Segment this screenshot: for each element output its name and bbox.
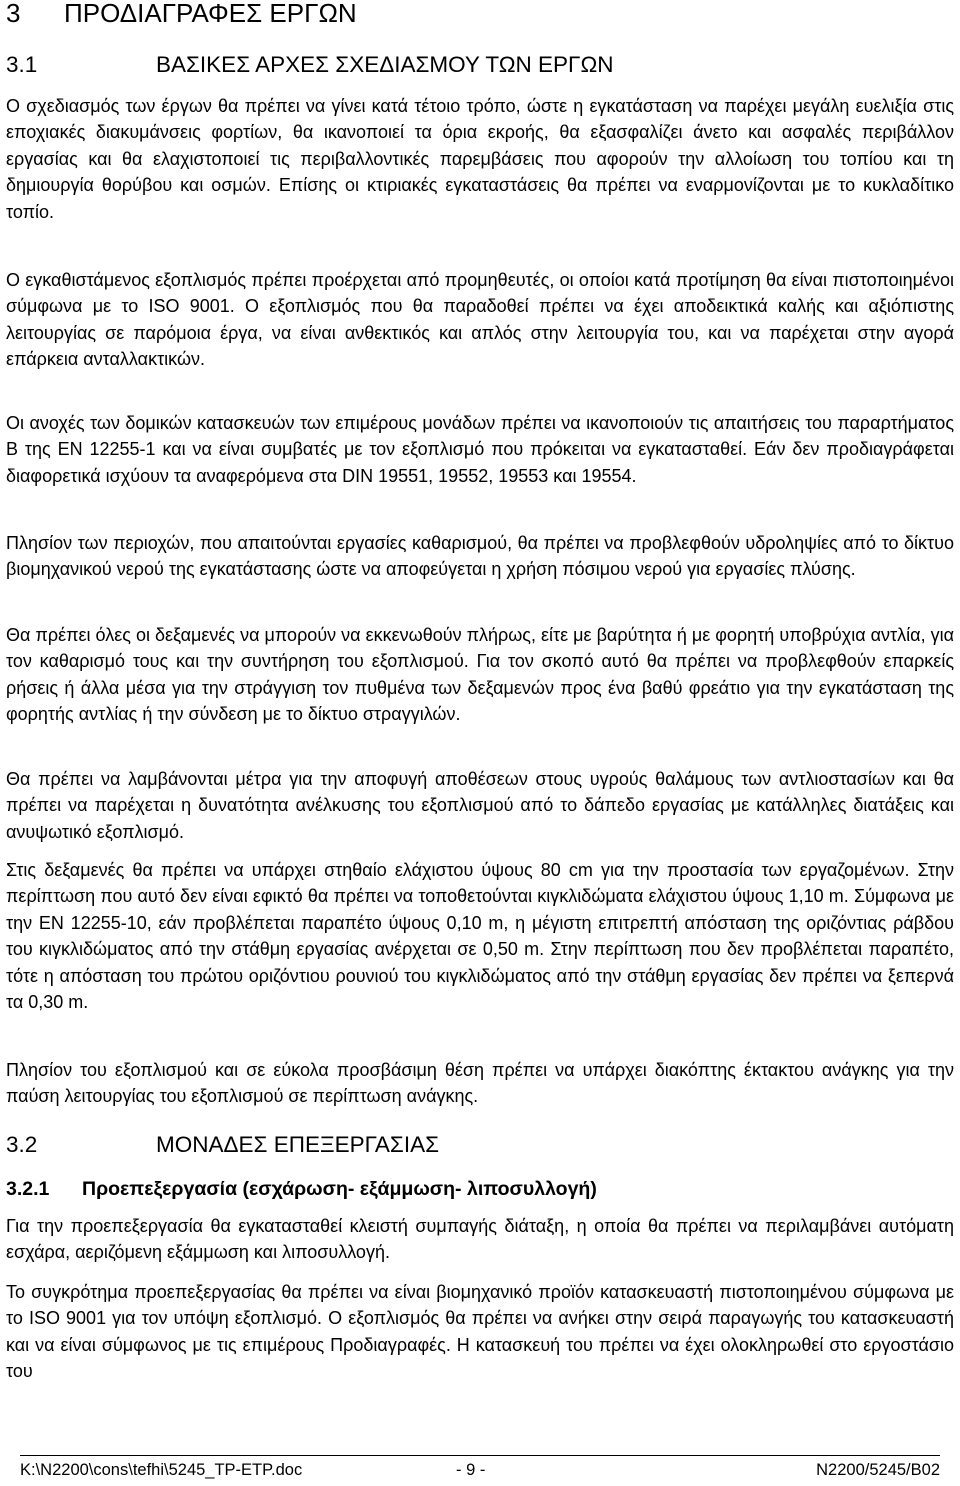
paragraph: Οι ανοχές των δομικών κατασκευών των επιμέρους μονάδων πρέπει να ικανοποιούν τις απαιτήσεις του παραρτήματος Β της ΕΝ 12255-1 και να είναι συμβατές με τον εξοπλισμό που πρόκειται να εγκατασταθεί. Εάν δεν προδιαγράφεται διαφορετικά ισχύουν τα αναφερόμενα στα DIN 19551, 19552, 19553 και 19554. (6, 413, 954, 486)
paragraph: Για την προεπεξεργασία θα εγκατασταθεί κλειστή συμπαγής διάταξη, η οποία θα πρέπει να περιλαμβάνει αυτόματη εσχάρα, αεριζόμενη εξάμμωση και λιποσυλλογή. (6, 1216, 954, 1263)
paragraph: Θα πρέπει να λαμβάνονται μέτρα για την αποφυγή αποθέσεων στους υγρούς θαλάμους των αντλιοστασίων και θα πρέπει να παρέχεται η δυνατότητα ανέλκυσης του εξοπλισμού από το δάπεδο εργασίας με κατάλληλες διατάξεις και ανυψωτικό εξοπλισμό. (6, 769, 954, 842)
section-number: 3.1 (6, 52, 38, 77)
paragraph: Το συγκρότημα προεπεξεργασίας θα πρέπει να είναι βιομηχανικό προϊόν κατασκευαστή πιστοποιημένου σύμφωνα με το ISO 9001 για τον υπόψη εξοπλισμό. Ο εξοπλισμός θα πρέπει να ανήκει στην σειρά παραγωγής του κατασκευαστή και να είναι σύμφωνος με τις επιμέρους Προδιαγραφές. Η κατασκευή του πρέπει να έχει ολοκληρωθεί στο εργοστάσιο του (6, 1282, 954, 1382)
section-title: ΜΟΝΑΔΕΣ ΕΠΕΞΕΡΓΑΣΙΑΣ (156, 1132, 440, 1157)
footer-document-code: N2200/5245/B02 (816, 1461, 940, 1479)
paragraph: Θα πρέπει όλες οι δεξαμενές να μπορούν να εκκενωθούν πλήρως, είτε με βαρύτητα ή με φορητή υποβρύχια αντλία, για τον καθαρισμό τους και την συντήρηση του εξοπλισμού. Για τον σκοπό αυτό θα πρέπει να προβλεφθούν επαρκείς ρήσεις ή άλλα μέσα για την στράγγιση τον πυθμένα των δεξαμενών προς ένα βαθύ φρεάτιο για την εγκατάσταση της φορητής αντλίας ή την σύνδεση με το δίκτυο στραγγιλών. (6, 625, 954, 725)
paragraph: Πλησίον των περιοχών, που απαιτούνται εργασίες καθαρισμού, θα πρέπει να προβλεφθούν υδροληψίες από το δίκτυο βιομηχανικού νερού της εγκατάστασης ώστε να αποφεύγεται η χρήση πόσιμου νερού για εργασίες πλύσης. (6, 533, 954, 580)
paragraph: Ο εγκαθιστάμενος εξοπλισμός πρέπει προέρχεται από προμηθευτές, οι οποίοι κατά προτίμηση θα είναι πιστοποιημένοι σύμφωνα με το ISO 9001. Ο εξοπλισμός που θα παραδοθεί πρέπει να έχει αποδεικτικά καλής και αξιόπιστης λειτουργίας σε παρόμοια έργα, να είναι ανθεκτικός και απλός στην λειτουργία του, και να παρέχεται στην αγορά επάρκεια ανταλλακτικών. (6, 270, 954, 370)
footer-file-path: K:\N2200\cons\tefhi\5245_TP-ETP.doc (20, 1461, 303, 1479)
section-number: 3.2 (6, 1132, 38, 1157)
section-heading-3-1 (6, 51, 614, 79)
subsection-heading-3-2-1 (6, 1176, 597, 1202)
paragraph: Στις δεξαμενές θα πρέπει να υπάρχει στηθαίο ελάχιστου ύψους 80 cm για την προστασία των εργαζομένων. Στην περίπτωση που αυτό δεν είναι εφικτό θα πρέπει να τοποθετούνται κιγκλιδώματα ελάχιστου ύψους 1,10 m. Σύμφωνα με την ΕΝ 12255-10, εάν προβλέπεται παραπέτο ύψους 0,10 m, η μέγιστη επιτρεπτή απόσταση της οριζόντιας ράβδου του κιγκλιδώματος από την στάθμη εργασίας ανέρχεται σε 0,50 m. Στην περίπτωση που δεν προβλέπεται παραπέτο, τότε η απόσταση του πρώτου οριζόντιου ρουνιού του κιγκλιδώματος από την στάθμη εργασίας δεν πρέπει να ξεπερνά τα 0,30 m. (6, 860, 954, 1013)
chapter-number: 3 (6, 0, 21, 28)
section-title: ΒΑΣΙΚΕΣ ΑΡΧΕΣ ΣΧΕΔΙΑΣΜΟΥ ΤΩΝ ΕΡΓΩΝ (156, 52, 614, 77)
chapter-title: ΠΡΟΔΙΑΓΡΑΦΕΣ ΕΡΓΩΝ (64, 0, 357, 28)
subsection-number: 3.2.1 (6, 1178, 50, 1200)
paragraph: Ο σχεδιασμός των έργων θα πρέπει να γίνει κατά τέτοιο τρόπο, ώστε η εγκατάσταση να παρέχει μεγάλη ευελιξία στις εποχιακές διακυμάνσεις φορτίων, θα ικανοποιεί τα όρια εκροής, θα εξασφαλίζει άνετο και ασφαλές περιβάλλον εργασίας και θα ελαχιστοποιεί τις περιβαλλοντικές παρεμβάσεις που αφορούν την αλλοίωση του τοπίου και τη δημιουργία θορύβου και οσμών. Επίσης οι κτιριακές εγκαταστάσεις θα πρέπει να εναρμονίζονται με το κυκλαδίτικο τοπίο. (6, 96, 954, 222)
page-footer (20, 1455, 940, 1484)
subsection-title: Προεπεξεργασία (εσχάρωση- εξάμμωση- λιποσυλλογή) (82, 1178, 597, 1200)
footer-page-number: - 9 - (456, 1461, 486, 1479)
paragraph: Πλησίον του εξοπλισμού και σε εύκολα προσβάσιμη θέση πρέπει να υπάρχει διακόπτης έκτακτου ανάγκης για την παύση λειτουργίας του εξοπλισμού σε περίπτωση ανάγκης. (6, 1060, 954, 1107)
chapter-heading (6, 0, 357, 28)
section-heading-3-2 (6, 1131, 439, 1159)
